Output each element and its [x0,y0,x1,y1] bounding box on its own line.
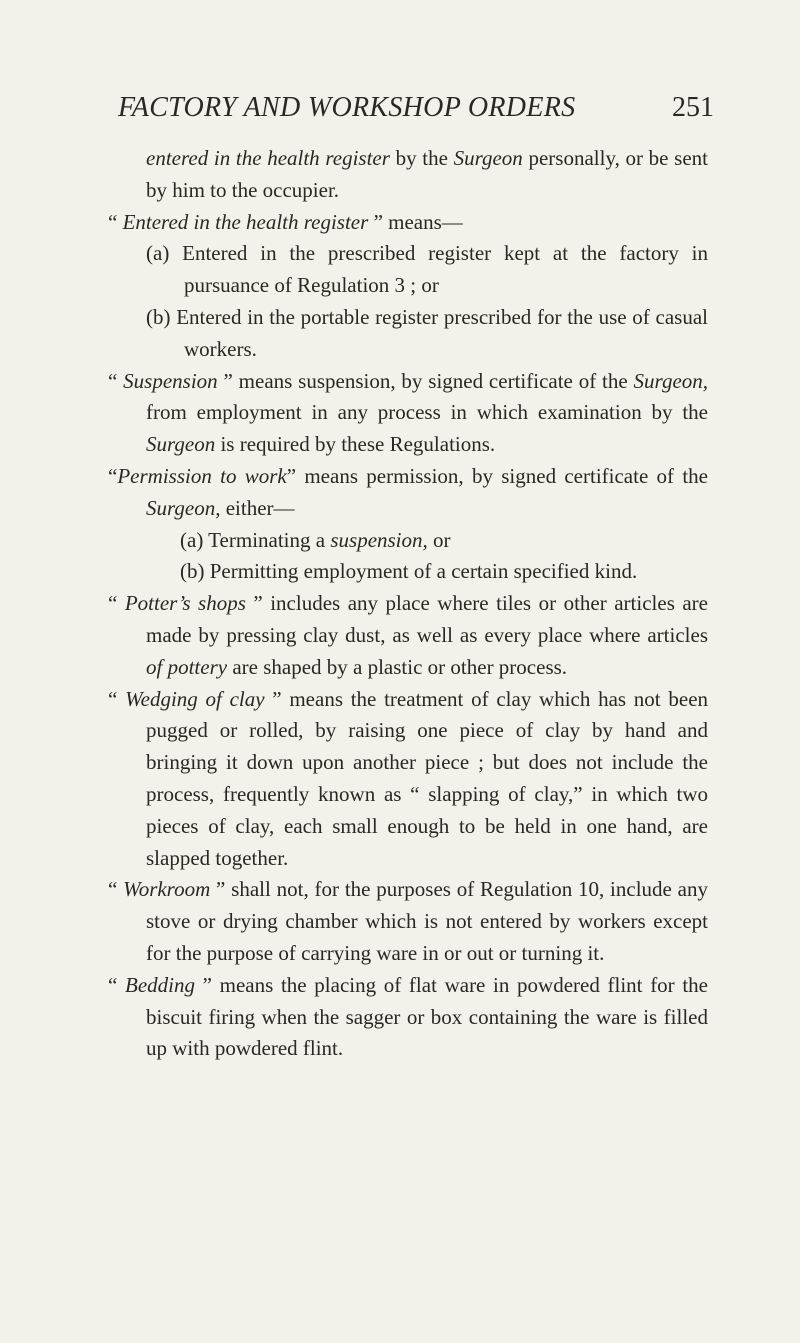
open-quote: “ [108,972,125,997]
italic-phrase: Surgeon, [146,495,221,520]
defined-term: Wedging of clay [125,686,265,711]
defined-term: Potter’s shops [124,591,246,616]
page-number: 251 [672,92,714,123]
text-run: by the [389,146,454,170]
open-quote: “ [108,368,124,393]
definition-potters-shops [108,588,708,683]
text-run: personally, or be sent by him to the occupier. [146,146,708,202]
paragraph-continuation [108,143,708,207]
clause-b-permitting-employment: (b) Permitting employment of a certain specified kind. [180,559,638,584]
text-run: is required by these Regulations. [215,432,496,457]
italic-phrase: Surgeon [146,432,216,457]
clause-a-terminating-suspension [108,525,708,557]
running-head-title: FACTORY AND WORKSHOP ORDERS [118,92,576,123]
page-body [108,143,708,1065]
text-run: ” means the placing of flat ware in powdered flint for the biscuit firing when the sagger or box containing the ware is filled up with powdered flint. [146,972,709,1061]
italic-phrase: of pottery [146,654,228,679]
defined-term: Bedding [125,972,195,997]
italic-phrase: Surgeon [453,146,523,170]
running-head [118,92,714,132]
definition-wedging-of-clay [108,684,708,875]
italic-phrase: entered in the health register [146,146,390,170]
text-run: from employment in any process in which examination by the [146,400,708,425]
open-quote: “ [108,591,125,616]
defined-term: Workroom [123,877,211,902]
defined-term: Suspension [123,368,218,393]
definition-entered-in-health-register [108,207,708,239]
text-run: ” means permission, by signed certificate of the [286,463,708,488]
text-run: ” means suspension, by signed certificate of the [217,368,634,393]
open-quote: “ [108,209,123,234]
definition-bedding [108,970,708,1065]
italic-phrase: Surgeon, [633,368,709,393]
open-quote: “ [108,877,124,902]
text-run: ” means— [368,209,463,234]
text-run: or [427,527,451,552]
text-run: either— [220,495,295,520]
text-run: (a) Terminating a [180,527,331,552]
text-run: ” includes any place where tiles or other articles are made by pressing clay dust, as well as every place where articles [146,591,708,647]
text-run: ” shall not, for the purposes of Regulation 10, include any stove or drying chamber which is not entered by workers except for the purpose of carrying ware in or out or turning it. [146,877,708,965]
text-run: are shaped by a plastic or other process. [227,654,568,679]
definition-suspension [108,366,708,461]
open-quote: “ [108,463,118,488]
definition-workroom [108,874,708,969]
definition-permission-to-work [108,461,708,525]
defined-term: Entered in the health register [122,209,369,234]
italic-phrase: suspension, [330,527,428,552]
open-quote: “ [108,686,126,711]
text-run: ” means the treatment of clay which has not been pugged or rolled, by raising one piece of clay by hand and bringing it down upon another piece ; but does not include the process, frequently known as “ slapping of clay,” in which two pieces of clay, each small enough to be held in one hand, are slapped together. [146,686,709,870]
clause-b-portable-register: (b) Entered in the portable register prescribed for the use of casual workers. [146,304,708,361]
defined-term: Permission to work [117,463,287,488]
clause-a-prescribed-register: (a) Entered in the prescribed register kept at the factory in pursuance of Regulation 3 ; or [146,241,708,298]
